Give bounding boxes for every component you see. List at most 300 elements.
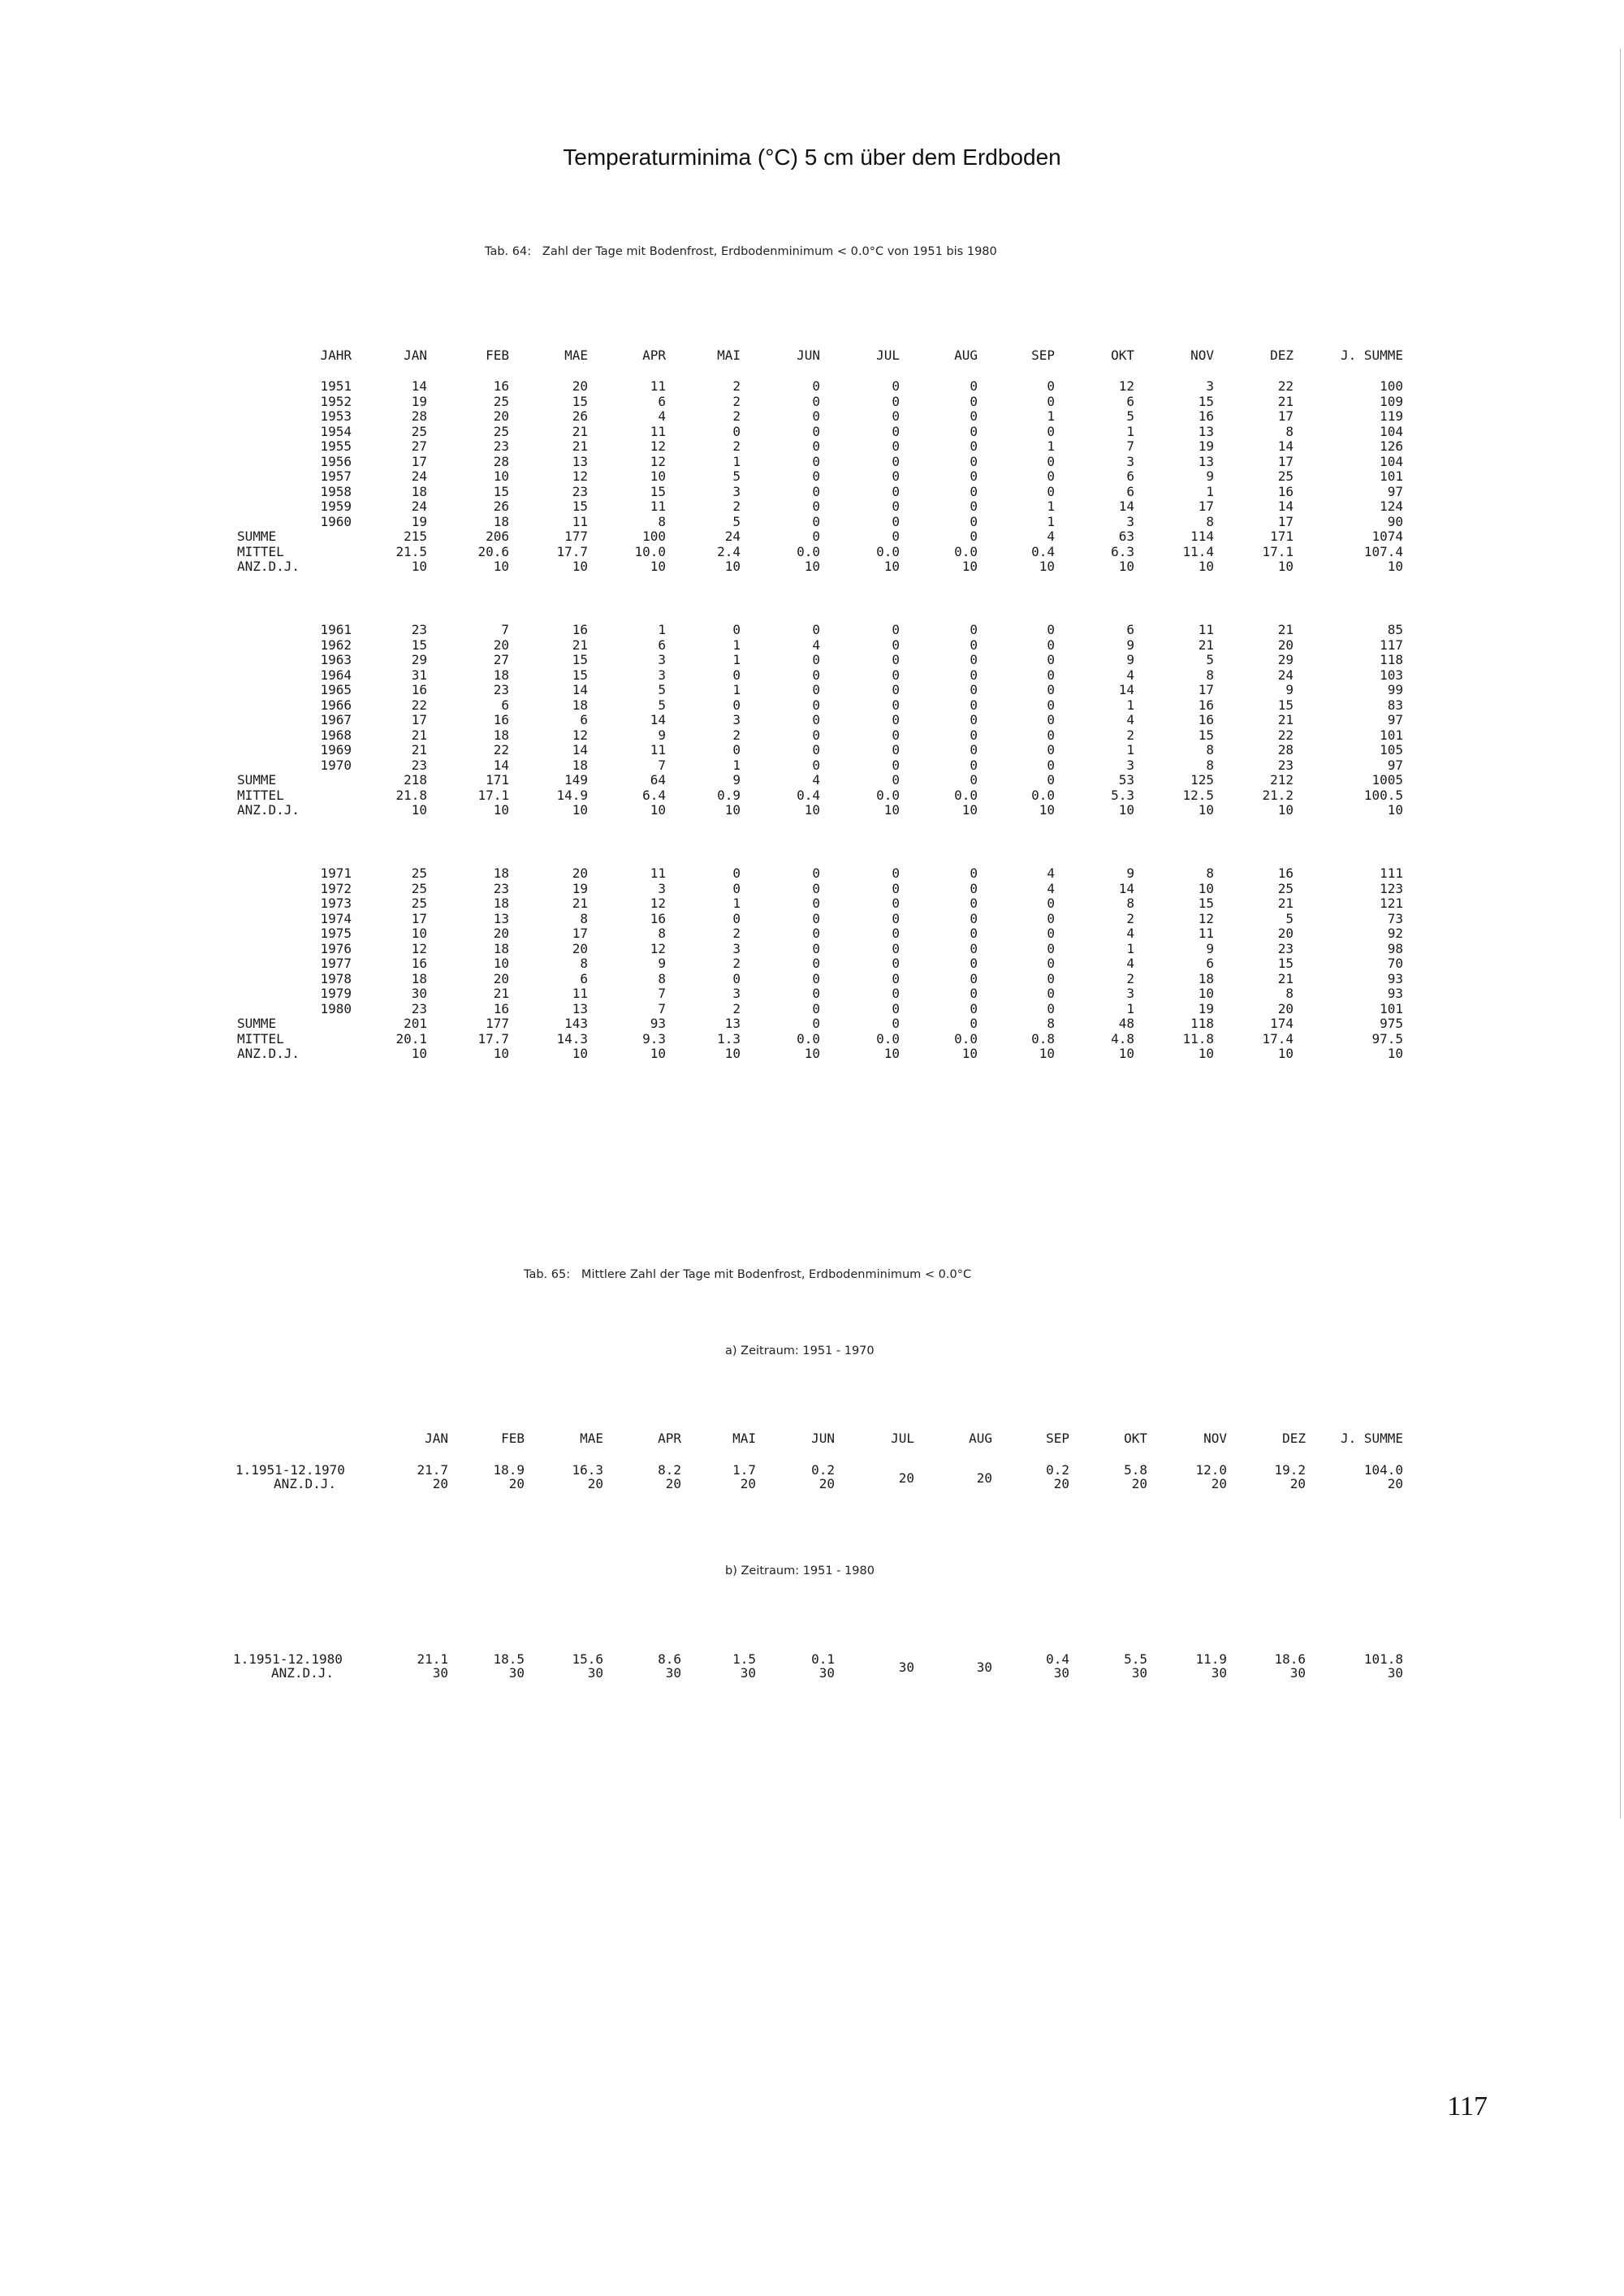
tab64-data-cell: 0 <box>732 423 741 439</box>
tab64-data-cell: 0 <box>892 865 900 881</box>
tab64-data-cell: 118 <box>1380 652 1403 667</box>
tab64-data-cell: 20 <box>493 637 509 653</box>
tab65-count-cell: 30 <box>1387 1665 1403 1681</box>
tab64-data-cell: 19 <box>411 513 427 529</box>
tab64-data-cell: 0 <box>970 970 978 986</box>
tab64-data-cell: 1 <box>1126 1000 1134 1016</box>
tab64-summary-cell: 2.4 <box>717 543 741 559</box>
tab64-summary-cell: 171 <box>1270 529 1294 544</box>
tab64-data-cell: 4 <box>812 637 820 653</box>
tab64-data-cell: 97 <box>1387 757 1403 773</box>
tab64-data-cell: 4 <box>1126 926 1134 941</box>
tab64-header-mai: MAI <box>717 347 741 363</box>
tab64-data-cell: 1 <box>732 896 741 911</box>
tab65-mean-cell: 1.7 <box>732 1462 756 1478</box>
tab64-summary-cell: 1074 <box>1371 529 1403 544</box>
tab64-data-cell: 14 <box>1118 682 1134 697</box>
tab64-data-cell: 2 <box>732 438 741 454</box>
tab64-summary-cell: 14.3 <box>556 1030 588 1047</box>
tab65-count-cell: 20 <box>898 1470 914 1486</box>
tab64-data-cell: 23 <box>493 438 509 454</box>
tab64-data-cell: 6 <box>1126 393 1134 409</box>
tab65-count-cell: 20 <box>740 1476 756 1491</box>
tab65-count-cell: 30 <box>1289 1665 1306 1681</box>
tab64-data-cell: 12 <box>572 468 588 484</box>
tab64-year-cell: 1977 <box>320 956 352 971</box>
tab64-data-cell: 2 <box>732 926 741 941</box>
tab64-year-cell: 1970 <box>320 757 352 773</box>
tab64-header-j-summe: J. SUMME <box>1340 347 1403 363</box>
tab65-count-cell: 30 <box>587 1665 603 1681</box>
tab64-data-cell: 23 <box>411 1000 427 1016</box>
tab64-data-cell: 73 <box>1387 910 1403 926</box>
tab64-data-cell: 0 <box>732 865 741 881</box>
tab64-data-cell: 0 <box>892 637 900 653</box>
tab64-data-cell: 0 <box>892 896 900 911</box>
tab64-data-cell: 0 <box>970 757 978 773</box>
tab64-summary-cell: 10 <box>883 559 900 574</box>
tab65-mean-cell: 0.2 <box>811 1462 835 1478</box>
tab64-summary-cell: 0.0 <box>797 543 820 559</box>
tab64-year-cell: 1953 <box>320 408 352 424</box>
tab64-data-cell: 20 <box>493 408 509 424</box>
tab64-data-cell: 5 <box>732 513 741 529</box>
tab64-data-cell: 15 <box>411 637 427 653</box>
tab64-data-cell: 0 <box>812 865 820 881</box>
tab64-data-cell: 0 <box>1047 1000 1055 1016</box>
tab64-data-cell: 21 <box>572 423 588 439</box>
tab64-summary-cell: 125 <box>1190 772 1214 788</box>
tab64-data-cell: 1 <box>1047 513 1055 529</box>
tab64-data-cell: 0 <box>812 1000 820 1016</box>
tab64-data-cell: 1 <box>732 652 741 667</box>
tab64-summary-cell: 6.4 <box>642 787 666 803</box>
tab64-data-cell: 0 <box>970 667 978 683</box>
tab64-summary-cell: 218 <box>404 772 427 788</box>
tab64-data-cell: 1 <box>732 682 741 697</box>
tab64-data-cell: 4 <box>1126 956 1134 971</box>
tab65-header-okt: OKT <box>1124 1431 1147 1446</box>
tab64-data-cell: 0 <box>812 513 820 529</box>
tab64-data-cell: 15 <box>572 498 588 514</box>
tab64-summary-cell: 0 <box>1047 772 1055 788</box>
tab64-data-cell: 15 <box>1277 956 1294 971</box>
tab64-year-cell: 1976 <box>320 940 352 956</box>
tab64-data-cell: 6 <box>1126 622 1134 637</box>
page-number: 117 <box>1447 2091 1488 2121</box>
tab64-data-cell: 8 <box>658 926 666 941</box>
tab64-data-cell: 21 <box>1198 637 1214 653</box>
tab64-summary-label: ANZ.D.J. <box>237 802 300 818</box>
tab64-data-cell: 5 <box>732 468 741 484</box>
tab64-data-cell: 0 <box>1047 483 1055 499</box>
tab64-data-cell: 28 <box>411 408 427 424</box>
tab64-data-cell: 9 <box>1285 682 1294 697</box>
tab64-year-cell: 1980 <box>320 1000 352 1016</box>
tab65-mean-cell: 104.0 <box>1363 1462 1403 1478</box>
tab64-data-cell: 14 <box>1277 438 1294 454</box>
tab64-summary-cell: 0 <box>812 1016 820 1031</box>
tab64-data-cell: 21 <box>572 896 588 911</box>
tab64-data-cell: 0 <box>970 697 978 713</box>
tab65-mean-cell: 5.8 <box>1124 1462 1147 1478</box>
tab64-summary-cell: 17.7 <box>477 1030 509 1047</box>
tab64-data-cell: 12 <box>650 453 666 469</box>
tab64-data-cell: 8 <box>1206 513 1214 529</box>
tab64-header-jul: JUL <box>876 347 900 363</box>
tab65-count-cell: 20 <box>1387 1476 1403 1491</box>
tab64-data-cell: 0 <box>892 926 900 941</box>
tab64-data-cell: 7 <box>501 622 509 637</box>
tab65-mean-cell: 1.5 <box>732 1651 756 1667</box>
tab64-summary-cell: 93 <box>650 1016 666 1031</box>
tab64-data-cell: 0 <box>970 986 978 1001</box>
tab64-data-cell: 11 <box>650 742 666 757</box>
tab64-data-cell: 16 <box>493 378 509 394</box>
tab64-summary-cell: 0.0 <box>954 543 978 559</box>
tab64-header-jahr: JAHR <box>320 347 352 363</box>
tab64-data-cell: 18 <box>493 940 509 956</box>
tab65-count-cell: 30 <box>1131 1665 1147 1681</box>
tab64-data-cell: 1 <box>1126 423 1134 439</box>
tab65-header-feb: FEB <box>501 1431 525 1446</box>
tab64-summary-cell: 10 <box>883 802 900 818</box>
tab65-mean-cell: 16.3 <box>572 1462 603 1478</box>
tab65-count-cell: 20 <box>1131 1476 1147 1491</box>
tab64-year-cell: 1954 <box>320 423 352 439</box>
tab64-data-cell: 93 <box>1387 986 1403 1001</box>
tab64-summary-cell: 201 <box>404 1016 427 1031</box>
tab64-summary-cell: 11.4 <box>1182 543 1214 559</box>
tab64-data-cell: 15 <box>572 393 588 409</box>
tab65-count-cell: 30 <box>898 1659 914 1675</box>
tab64-data-cell: 23 <box>572 483 588 499</box>
tab64-data-cell: 17 <box>1277 513 1294 529</box>
tab65-mean-cell: 18.5 <box>493 1651 525 1667</box>
tab64-data-cell: 16 <box>1277 865 1294 881</box>
tab64-data-cell: 90 <box>1387 513 1403 529</box>
tab64-data-cell: 0 <box>812 880 820 896</box>
tab64-data-cell: 16 <box>493 1000 509 1016</box>
tab64-data-cell: 0 <box>732 910 741 926</box>
tab64-summary-cell: 177 <box>486 1016 509 1031</box>
tab64-data-cell: 23 <box>493 682 509 697</box>
tab64-data-cell: 6 <box>1206 956 1214 971</box>
tab64-data-cell: 8 <box>580 956 588 971</box>
tab64-data-cell: 0 <box>812 940 820 956</box>
tab64-summary-cell: 10 <box>1118 1046 1134 1061</box>
tab64-data-cell: 0 <box>812 468 820 484</box>
tab64-data-cell: 9 <box>1126 652 1134 667</box>
tab64-data-cell: 0 <box>970 910 978 926</box>
tab64-data-cell: 0 <box>812 667 820 683</box>
tab64-data-cell: 3 <box>1126 757 1134 773</box>
tab65-mean-cell: 19.2 <box>1274 1462 1306 1478</box>
tab64-data-cell: 0 <box>970 637 978 653</box>
tab65-count-cell: 30 <box>1211 1665 1227 1681</box>
tab64-header-okt: OKT <box>1111 347 1134 363</box>
tab64-data-cell: 0 <box>892 880 900 896</box>
tab64-data-cell: 0 <box>1047 667 1055 683</box>
tab64-summary-cell: 20.6 <box>477 543 509 559</box>
tab64-data-cell: 17 <box>1277 453 1294 469</box>
tab64-data-cell: 0 <box>970 926 978 941</box>
tab64-data-cell: 20 <box>572 378 588 394</box>
tab64-data-cell: 0 <box>892 956 900 971</box>
tab64-data-cell: 14 <box>1118 498 1134 514</box>
tab64-data-cell: 8 <box>1285 986 1294 1001</box>
tab64-summary-cell: 10 <box>1198 802 1214 818</box>
tab64-data-cell: 25 <box>1277 880 1294 896</box>
tab64-data-cell: 0 <box>1047 970 1055 986</box>
tab64-data-cell: 2 <box>732 727 741 743</box>
tab64-summary-cell: 118 <box>1190 1016 1214 1031</box>
tab64-data-cell: 0 <box>812 742 820 757</box>
tab64-data-cell: 16 <box>493 712 509 727</box>
tab65-header-dez: DEZ <box>1282 1431 1306 1446</box>
tab64-data-cell: 20 <box>493 970 509 986</box>
tab64-data-cell: 16 <box>411 682 427 697</box>
tab64-data-cell: 1 <box>1126 697 1134 713</box>
tab64-data-cell: 31 <box>411 667 427 683</box>
tab64-data-cell: 7 <box>1126 438 1134 454</box>
tab64-summary-cell: 0.4 <box>797 787 820 803</box>
tab65-header-sep: SEP <box>1046 1431 1069 1446</box>
tab64-data-cell: 20 <box>1277 1000 1294 1016</box>
tab65-count-cell: 20 <box>508 1476 525 1491</box>
tab64-summary-cell: 21.8 <box>395 787 427 803</box>
tab64-data-cell: 0 <box>970 408 978 424</box>
tab64-summary-cell: 0 <box>812 529 820 544</box>
tab64-summary-cell: 0 <box>892 1016 900 1031</box>
tab64-data-cell: 0 <box>1047 393 1055 409</box>
tab64-data-cell: 0 <box>1047 986 1055 1001</box>
tab64-data-cell: 0 <box>970 742 978 757</box>
tab64-summary-cell: 21.2 <box>1262 787 1294 803</box>
tab64-data-cell: 109 <box>1380 393 1403 409</box>
tab64-data-cell: 3 <box>1126 986 1134 1001</box>
tab64-summary-cell: 212 <box>1270 772 1294 788</box>
tab64-data-cell: 0 <box>732 697 741 713</box>
tab64-data-cell: 101 <box>1380 1000 1403 1016</box>
tab64-summary-cell: 10 <box>804 559 820 574</box>
tab64-summary-cell: 10 <box>1387 559 1403 574</box>
tab64-data-cell: 0 <box>812 423 820 439</box>
tab65-mean-cell: 12.0 <box>1195 1462 1227 1478</box>
tab64-data-cell: 21 <box>493 986 509 1001</box>
tab64-data-cell: 2 <box>732 408 741 424</box>
tab64-data-cell: 0 <box>1047 378 1055 394</box>
tab64-summary-cell: 143 <box>564 1016 588 1031</box>
tab64-year-cell: 1955 <box>320 438 352 454</box>
tab64-data-cell: 3 <box>732 986 741 1001</box>
tab65-count-cell: 20 <box>976 1470 992 1486</box>
tab64-data-cell: 3 <box>732 483 741 499</box>
tab64-data-cell: 4 <box>1047 880 1055 896</box>
tab64-data-cell: 16 <box>1198 408 1214 424</box>
tab65-mean-cell: 8.2 <box>658 1462 681 1478</box>
tab64-data-cell: 8 <box>1206 865 1214 881</box>
tab65-count-cell: 20 <box>818 1476 835 1491</box>
tab64-data-cell: 0 <box>812 622 820 637</box>
tab64-data-cell: 0 <box>892 408 900 424</box>
tab64-data-cell: 0 <box>1047 453 1055 469</box>
tab64-data-cell: 1 <box>1126 940 1134 956</box>
tab64-year-cell: 1969 <box>320 742 352 757</box>
tab64-data-cell: 16 <box>411 956 427 971</box>
tab64-data-cell: 20 <box>572 940 588 956</box>
tab64-data-cell: 9 <box>1206 940 1214 956</box>
tab64-year-cell: 1962 <box>320 637 352 653</box>
tab65-mean-cell: 0.2 <box>1046 1462 1069 1478</box>
tab64-data-cell: 0 <box>812 408 820 424</box>
tab64-data-cell: 8 <box>580 910 588 926</box>
tab64-summary-label: MITTEL <box>237 1030 284 1047</box>
tab64-data-cell: 11 <box>1198 926 1214 941</box>
tab64-data-cell: 3 <box>732 712 741 727</box>
tab64-data-cell: 0 <box>892 697 900 713</box>
tab64-data-cell: 15 <box>1198 727 1214 743</box>
tab65-count-cell: 30 <box>740 1665 756 1681</box>
tab64-summary-cell: 100 <box>642 529 666 544</box>
tab64-data-cell: 11 <box>650 378 666 394</box>
tab64-data-cell: 0 <box>970 682 978 697</box>
tab64-data-cell: 7 <box>658 1000 666 1016</box>
tab64-data-cell: 3 <box>658 652 666 667</box>
tab64-summary-cell: 11.8 <box>1182 1030 1214 1047</box>
tab65-header-jun: JUN <box>811 1431 835 1446</box>
tab64-data-cell: 0 <box>812 438 820 454</box>
tab64-data-cell: 0 <box>812 652 820 667</box>
tab64-data-cell: 20 <box>493 926 509 941</box>
tab64-data-cell: 16 <box>1198 712 1214 727</box>
tab64-header-jan: JAN <box>404 347 427 363</box>
tab65-count-cell: 20 <box>1053 1476 1069 1491</box>
tab64-data-cell: 100 <box>1380 378 1403 394</box>
tab64-data-cell: 25 <box>411 423 427 439</box>
tab64-data-cell: 0 <box>970 513 978 529</box>
tab64-data-cell: 0 <box>1047 468 1055 484</box>
tab64-summary-cell: 10 <box>1039 802 1055 818</box>
tab64-data-cell: 0 <box>970 1000 978 1016</box>
tab64-data-cell: 0 <box>812 727 820 743</box>
tab64-data-cell: 0 <box>732 880 741 896</box>
tab64-summary-cell: 10 <box>493 1046 509 1061</box>
tab64-data-cell: 1 <box>1047 438 1055 454</box>
tab64-data-cell: 0 <box>970 712 978 727</box>
tab64-data-cell: 28 <box>1277 742 1294 757</box>
tab64-data-cell: 97 <box>1387 483 1403 499</box>
tab64-data-cell: 0 <box>970 727 978 743</box>
tab64-data-cell: 0 <box>812 896 820 911</box>
tab64-data-cell: 12 <box>650 940 666 956</box>
tab64-summary-cell: 4 <box>812 772 820 788</box>
tab65-count-cell: 30 <box>818 1665 835 1681</box>
tab64-data-cell: 0 <box>970 622 978 637</box>
tab65-mean-cell: 5.5 <box>1124 1651 1147 1667</box>
tab64-data-cell: 11 <box>572 513 588 529</box>
tab64-summary-cell: 114 <box>1190 529 1214 544</box>
tab64-data-cell: 4 <box>1126 712 1134 727</box>
tab64-data-cell: 1 <box>732 637 741 653</box>
tab64-data-cell: 14 <box>572 682 588 697</box>
tab64-data-cell: 2 <box>732 393 741 409</box>
tab64-summary-cell: 10 <box>572 1046 588 1061</box>
tab65-header-nov: NOV <box>1203 1431 1227 1446</box>
tab64-summary-cell: 0.0 <box>1031 787 1055 803</box>
tab64-data-cell: 0 <box>892 622 900 637</box>
tab64-summary-cell: 177 <box>564 529 588 544</box>
tab64-data-cell: 19 <box>1198 1000 1214 1016</box>
tab64-data-cell: 92 <box>1387 926 1403 941</box>
tab64-data-cell: 0 <box>892 970 900 986</box>
tab64-summary-cell: 4.8 <box>1111 1030 1134 1047</box>
tab64-data-cell: 11 <box>1198 622 1214 637</box>
tab64-summary-label: ANZ.D.J. <box>237 559 300 574</box>
tab64-header-jun: JUN <box>797 347 820 363</box>
tab64-data-cell: 0 <box>812 498 820 514</box>
tab64-data-cell: 0 <box>892 498 900 514</box>
tab64-summary-cell: 10 <box>724 802 741 818</box>
tab64-data-cell: 0 <box>970 652 978 667</box>
tab64-data-cell: 0 <box>1047 757 1055 773</box>
tab64-data-cell: 25 <box>493 393 509 409</box>
tab64-data-cell: 2 <box>1126 970 1134 986</box>
tab64-summary-cell: 21.5 <box>395 543 427 559</box>
tab64-summary-cell: 10 <box>572 559 588 574</box>
tab64-data-cell: 24 <box>411 498 427 514</box>
tab64-data-cell: 6 <box>658 637 666 653</box>
tab64-data-cell: 99 <box>1387 682 1403 697</box>
tab64-data-cell: 0 <box>732 622 741 637</box>
tab64-summary-cell: 10 <box>493 802 509 818</box>
tab64-data-cell: 16 <box>1198 697 1214 713</box>
tab64-summary-cell: 64 <box>650 772 666 788</box>
tab64-data-cell: 28 <box>493 453 509 469</box>
tab64-header-nov: NOV <box>1190 347 1214 363</box>
tab64-data-cell: 6 <box>580 970 588 986</box>
tab64-summary-cell: 10 <box>883 1046 900 1061</box>
tab64-data-cell: 25 <box>1277 468 1294 484</box>
tab65-header-jul: JUL <box>891 1431 914 1446</box>
tab64-year-cell: 1951 <box>320 378 352 394</box>
tab64-data-cell: 2 <box>1126 727 1134 743</box>
tab64-data-cell: 21 <box>572 637 588 653</box>
tab64-summary-cell: 107.4 <box>1363 543 1403 559</box>
tab64-data-cell: 13 <box>572 453 588 469</box>
tab64-data-cell: 1 <box>1047 408 1055 424</box>
tab64-summary-cell: 0.0 <box>876 1030 900 1047</box>
tab64-data-cell: 12 <box>650 438 666 454</box>
tab64-data-cell: 22 <box>1277 378 1294 394</box>
tab64-data-cell: 0 <box>970 956 978 971</box>
tab64-data-cell: 8 <box>1206 742 1214 757</box>
tab64-data-cell: 85 <box>1387 622 1403 637</box>
tab64-data-cell: 27 <box>411 438 427 454</box>
tab64-summary-cell: 24 <box>724 529 741 544</box>
page-title: Temperaturminima (°C) 5 cm über dem Erdboden <box>563 145 1061 170</box>
tab64-data-cell: 18 <box>493 667 509 683</box>
tab64-summary-cell: 10 <box>650 1046 666 1061</box>
tab64-data-cell: 2 <box>732 378 741 394</box>
tab64-summary-cell: 1005 <box>1371 772 1403 788</box>
tab64-summary-cell: 10 <box>961 802 978 818</box>
tab64-data-cell: 4 <box>658 408 666 424</box>
tab64-data-cell: 22 <box>1277 727 1294 743</box>
tab64-data-cell: 83 <box>1387 697 1403 713</box>
tab64-data-cell: 0 <box>812 378 820 394</box>
tab64-data-cell: 11 <box>650 498 666 514</box>
